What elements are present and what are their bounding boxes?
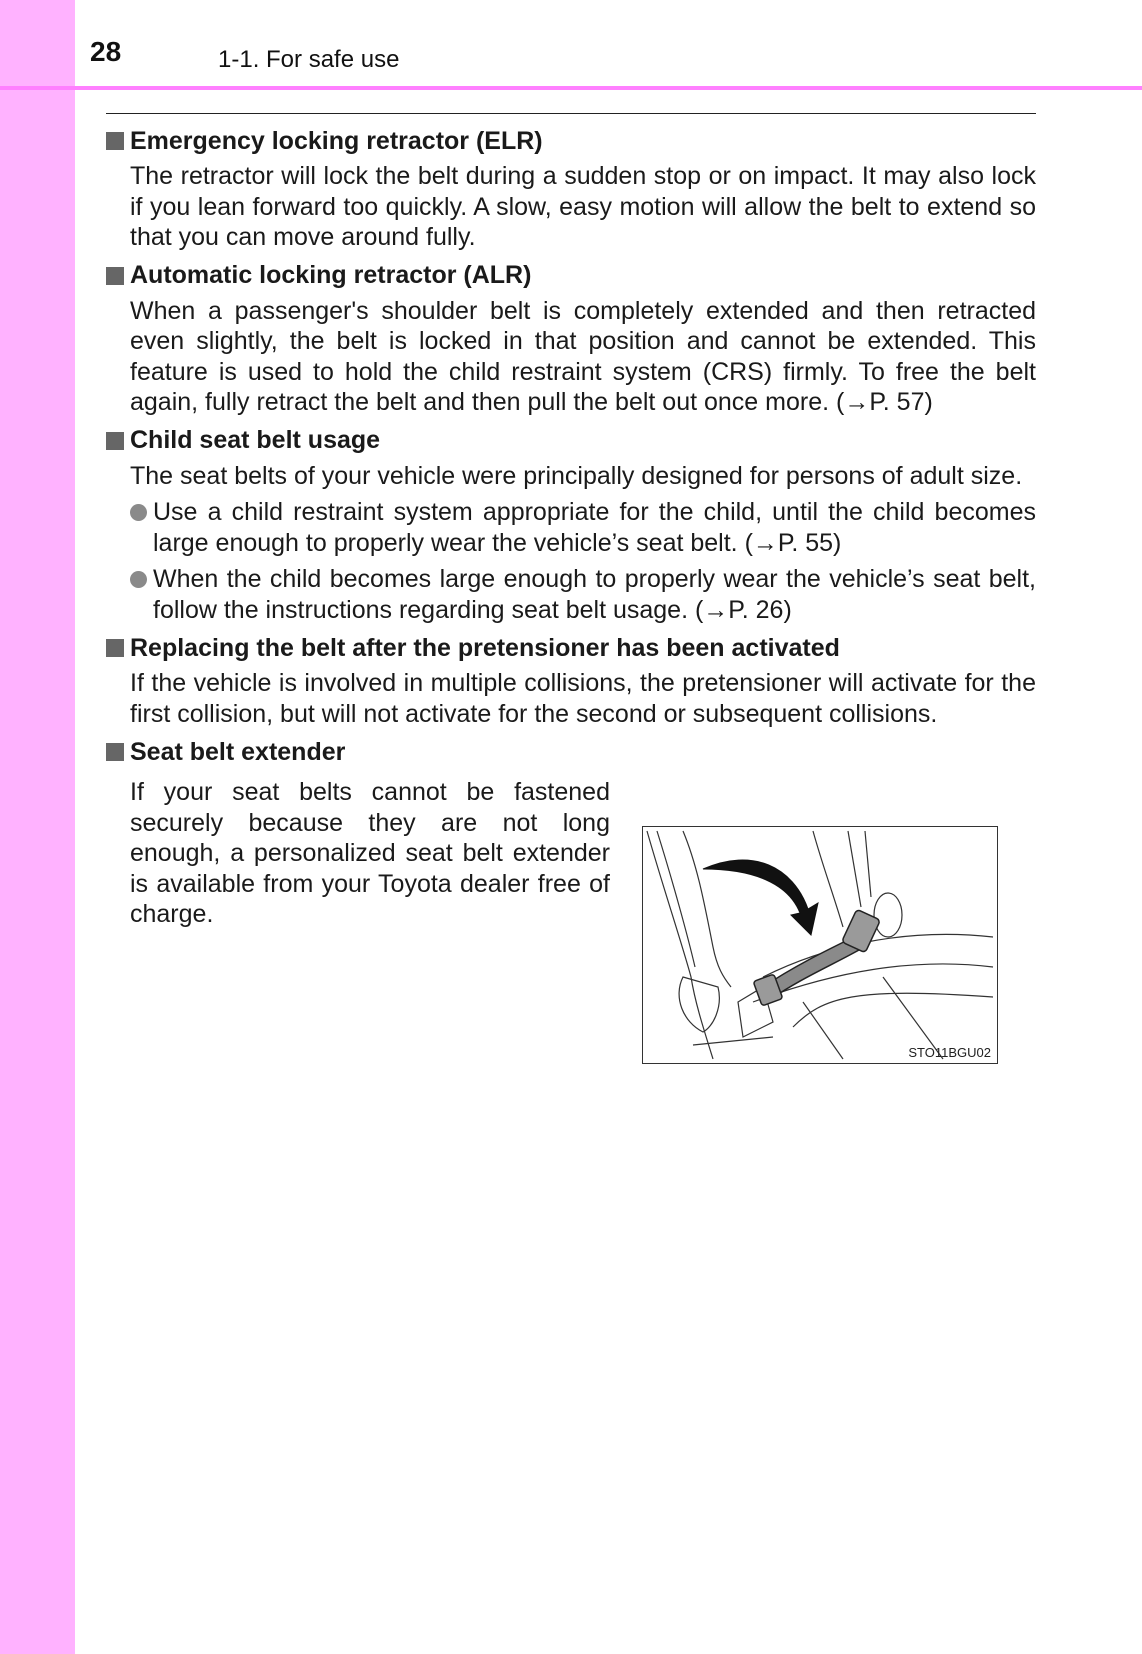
paragraph-child-seat-belt: The seat belts of your vehicle were principally designed for persons of adult size. [130,461,1023,490]
heading-extender [106,735,1036,769]
seat-cushion-fold [793,993,993,1027]
seat-bolster [683,831,731,987]
list-item-text: When the child becomes large enough to properly wear the vehicle’s seat belt, follow the instructions regarding seat belt usage. (→P. 26) [153,565,1036,624]
heading-text: Automatic locking retractor (ALR) [130,261,532,289]
heading-text: Child seat belt usage [130,426,381,454]
square-bullet-icon [106,132,124,150]
top-rule [106,113,1036,114]
list-item [153,497,1036,558]
list-item [153,564,1036,625]
circle-bullet-icon [130,504,147,521]
heading-text: Seat belt extender [130,737,346,766]
header-divider [0,86,1142,90]
square-bullet-icon [106,743,124,761]
heading-alr [106,259,1036,293]
square-bullet-icon [106,267,124,285]
paragraph-pretensioner: If the vehicle is involved in multiple collisions, the pretensioner will activate for the first collision, but will not activate for the second or subsequent collisions. [130,669,1036,728]
page-number: 28 [90,36,122,67]
arrow-icon [703,860,818,935]
header-band [75,0,1142,88]
paragraph-elr: The retractor will lock the belt during a sudden stop or on impact. It may also lock if you lean forward too quickly. A slow, easy motion will allow the belt to extend so that you can move around fully. [130,162,1036,251]
seat-belt-extender-illustration [642,826,998,1064]
square-bullet-icon [106,432,124,450]
heading-text: Emergency locking retractor (ELR) [130,126,543,155]
heading-child-seat-belt [106,424,1036,458]
seat-edge [803,1002,843,1059]
page-content [106,124,1036,930]
heading-text: Replacing the belt after the pretensioner has been activated [130,633,840,662]
section-title: 1-1. For safe use [218,46,400,73]
paragraph-alr: When a passenger's shoulder belt is completely extended and then retracted even slightly, the belt is locked in that position and cannot be extended. This feature is used to hold the child restraint system (CRS) firmly. To free the belt again, fully retract the belt and then pull the belt out once more. (→P. 57) [130,296,1036,416]
heading-pretensioner [106,631,1036,665]
pillar-line [848,831,861,907]
side-color-band [0,0,75,1654]
square-bullet-icon [106,639,124,657]
circle-bullet-icon [130,571,147,588]
list-item-text: Use a child restraint system appropriate for the child, until the child becomes large enough to properly wear the vehicle’s seat belt. (→P. 55) [153,498,1036,557]
seat-back-inner [657,831,695,967]
floor-line [693,1037,773,1045]
figure-code: STO11BGU02 [908,1045,991,1060]
buckle-receiver [679,977,719,1032]
pillar-line [865,831,871,897]
paragraph-extender: If your seat belts cannot be fastened securely because they are not long enough, a personalized seat belt extender is available from your Toyota dealer free of charge. [130,778,610,928]
pillar-line [813,831,843,927]
seat-back-outline [647,831,713,1059]
seat-belt-extender-drawing [643,827,997,1063]
heading-elr [106,124,1036,158]
belt-anchor-ring [874,893,902,937]
